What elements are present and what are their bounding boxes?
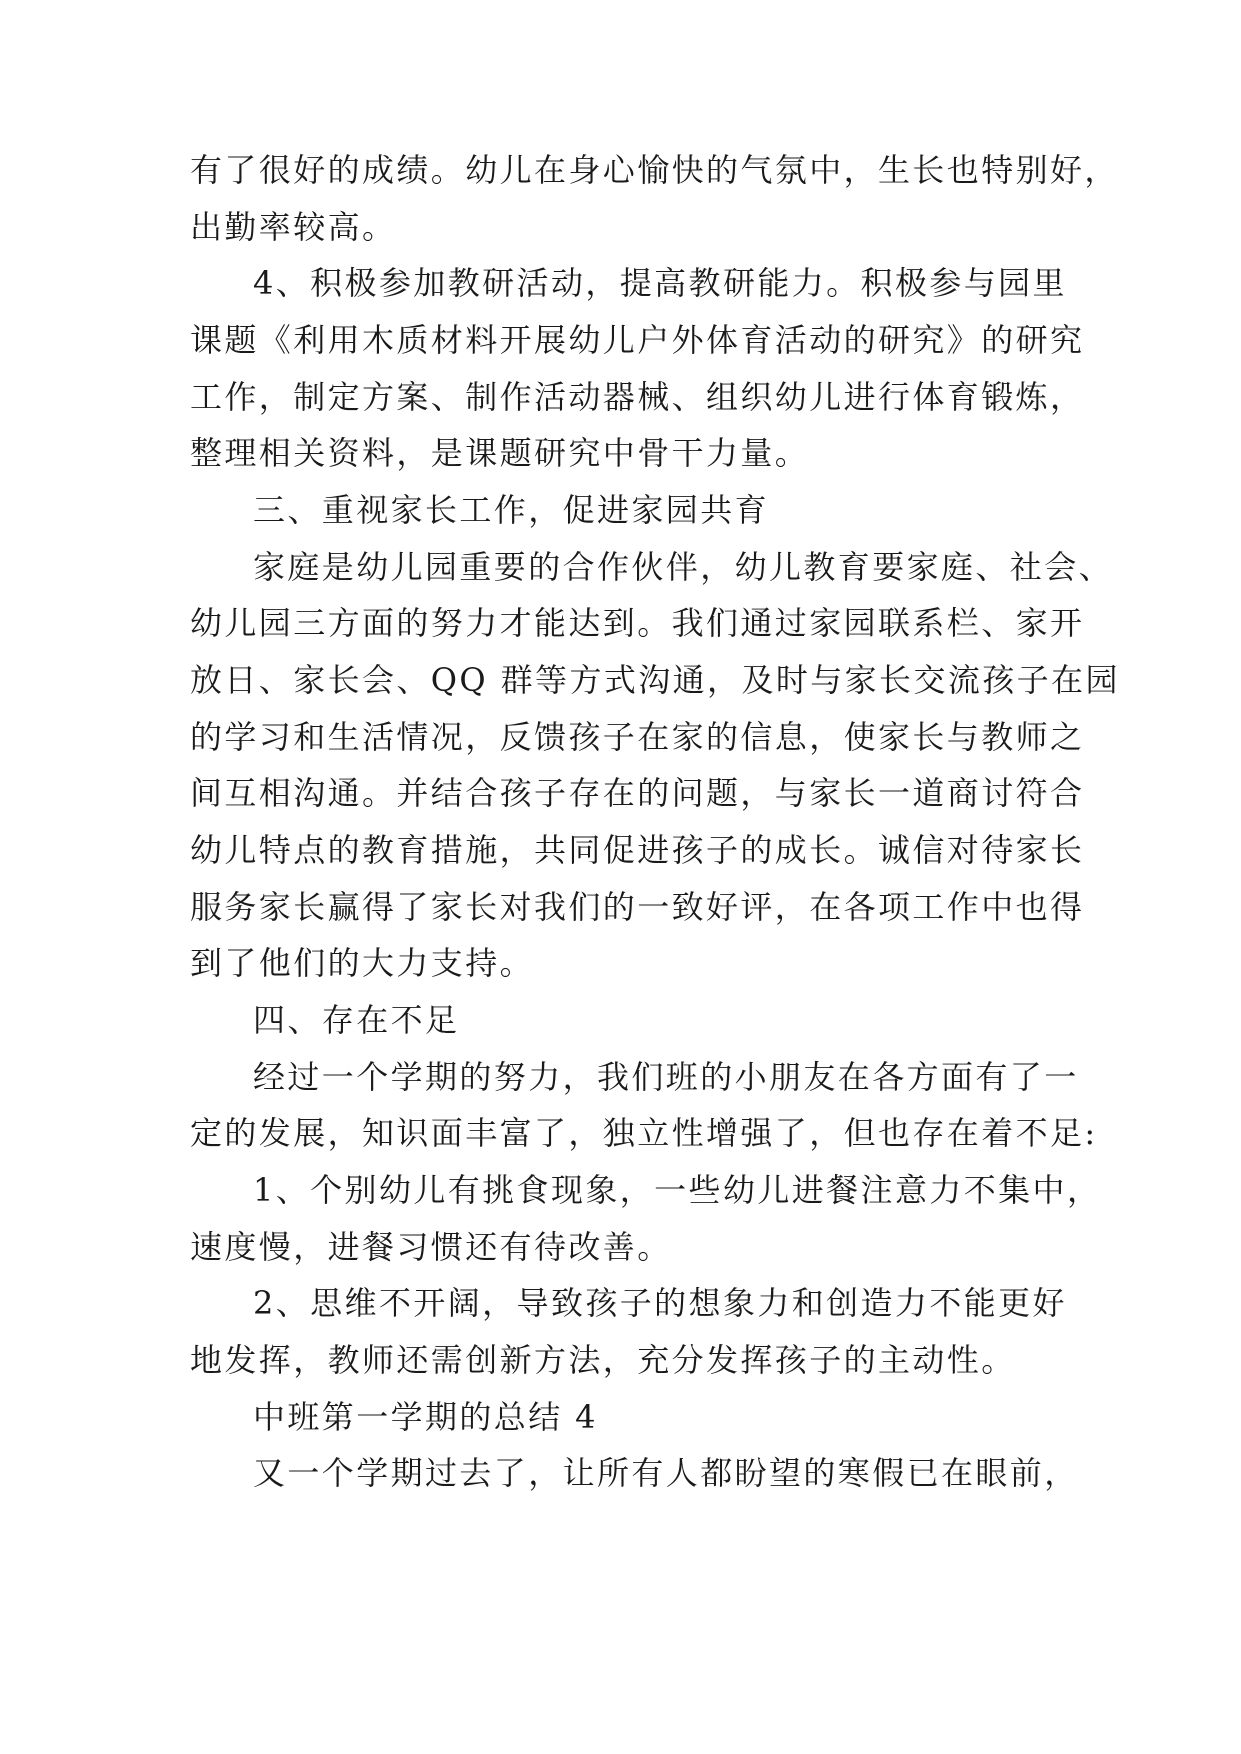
section-heading: 四、存在不足 (253, 1001, 460, 1039)
text-line: 整理相关资料，是课题研究中骨干力量。 (190, 434, 810, 472)
text-line: 放日、家长会、QQ 群等方式沟通，及时与家长交流孩子在园 (190, 661, 1120, 699)
text-line: 工作，制定方案、制作活动器械、组织幼儿进行体育锻炼， (190, 378, 1085, 416)
text-line: 2、思维不开阔，导致孩子的想象力和创造力不能更好 (253, 1284, 1067, 1322)
text-line: 幼儿园三方面的努力才能达到。我们通过家园联系栏、家开 (190, 604, 1085, 642)
text-line: 有了很好的成绩。幼儿在身心愉快的气氛中，生长也特别好， (190, 151, 1119, 189)
section-heading: 三、重视家长工作，促进家园共育 (253, 491, 770, 529)
text-line: 的学习和生活情况，反馈孩子在家的信息，使家长与教师之 (190, 718, 1085, 756)
text-line: 地发挥，教师还需创新方法，充分发挥孩子的主动性。 (190, 1341, 1016, 1379)
text-line: 服务家长赢得了家长对我们的一致好评，在各项工作中也得 (190, 888, 1085, 926)
text-line: 1、个别幼儿有挑食现象，一些幼儿进餐注意力不集中， (253, 1171, 1102, 1209)
text-line: 课题《利用木质材料开展幼儿户外体育活动的研究》的研究 (190, 321, 1085, 359)
text-line: 出勤率较高。 (190, 208, 397, 246)
text-line: 经过一个学期的努力，我们班的小朋友在各方面有了一 (253, 1058, 1079, 1096)
text-line: 间互相沟通。并结合孩子存在的问题，与家长一道商讨符合 (190, 774, 1085, 812)
text-line: 速度慢，进餐习惯还有待改善。 (190, 1228, 672, 1266)
text-line: 4、积极参加教研活动，提高教研能力。积极参与园里 (253, 264, 1067, 302)
section-title: 中班第一学期的总结 4 (253, 1398, 598, 1436)
text-line: 幼儿特点的教育措施，共同促进孩子的成长。诚信对待家长 (190, 831, 1085, 869)
text-line: 定的发展，知识面丰富了，独立性增强了，但也存在着不足: (190, 1114, 1098, 1152)
text-line: 又一个学期过去了，让所有人都盼望的寒假已在眼前， (253, 1454, 1079, 1492)
text-line: 到了他们的大力支持。 (190, 944, 535, 982)
text-line: 家庭是幼儿园重要的合作伙伴，幼儿教育要家庭、社会、 (253, 548, 1114, 586)
